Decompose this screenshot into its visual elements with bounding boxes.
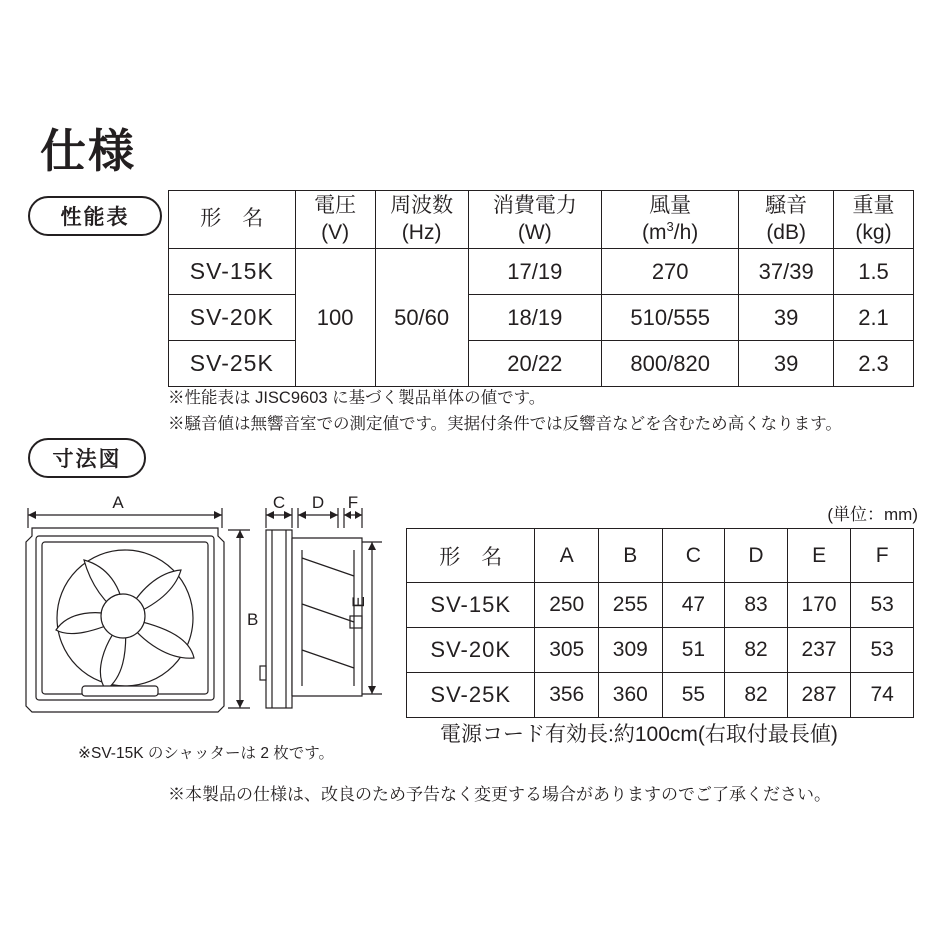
unit-label: (単位：mm)	[827, 505, 918, 524]
page-title: 仕様	[40, 125, 136, 177]
cell-b: 255	[599, 583, 663, 628]
header-d: D	[725, 529, 788, 583]
cell-weight: 2.3	[834, 341, 914, 387]
cell-d: 82	[725, 673, 788, 718]
dimension-label-a: A	[112, 493, 124, 512]
cell-e: 287	[787, 673, 851, 718]
header-voltage-line1: 電圧	[314, 194, 357, 218]
cell-model: SV-25K	[407, 673, 535, 718]
section-label-dimension	[28, 438, 146, 478]
section-label-performance-text: 性能表	[60, 206, 130, 229]
header-c: C	[662, 529, 725, 583]
header-frequency	[375, 191, 468, 249]
table-header-row	[407, 529, 914, 583]
power-cord-note: 電源コード有効長:約100cm(右取付最長値)	[440, 723, 838, 746]
cell-model: SV-15K	[169, 249, 296, 295]
header-airflow-line2: $(m^3/h)$	[642, 219, 699, 244]
header-frequency-line1: 周波数	[390, 194, 454, 218]
dimension-drawing	[10, 480, 410, 740]
section-label-dimension-text: 寸法図	[52, 448, 122, 471]
performance-table	[168, 190, 914, 387]
cell-f: 74	[851, 673, 914, 718]
cell-c: 51	[662, 628, 725, 673]
cell-c: 55	[662, 673, 725, 718]
header-e: E	[787, 529, 851, 583]
cell-weight: 2.1	[834, 295, 914, 341]
table-row	[169, 295, 914, 341]
cell-power: 18/19	[468, 295, 601, 341]
performance-note-1: ※性能表は JISC9603 に基づく製品単体の値です。	[168, 389, 546, 407]
cell-f: 53	[851, 583, 914, 628]
header-model	[169, 191, 296, 249]
header-weight-line2: (kg)	[855, 220, 892, 244]
dimension-table	[406, 528, 914, 718]
shutter-note: ※SV-15K のシャッターは 2 枚です。	[78, 745, 335, 762]
cell-weight: 1.5	[834, 249, 914, 295]
table-row	[169, 341, 914, 387]
header-b: B	[599, 529, 663, 583]
cell-airflow: 800/820	[602, 341, 739, 387]
header-power	[468, 191, 601, 249]
cell-f: 53	[851, 628, 914, 673]
dimension-label-b: B	[247, 610, 259, 629]
header-a: A	[535, 529, 599, 583]
cell-d: 83	[725, 583, 788, 628]
section-label-performance	[28, 196, 162, 236]
dimension-label-c: C	[272, 493, 286, 512]
header-weight-line1: 重量	[852, 194, 895, 218]
cell-a: 305	[535, 628, 599, 673]
header-weight	[834, 191, 914, 249]
dimension-label-d: D	[311, 493, 325, 512]
table-row	[169, 249, 914, 295]
header-airflow-line1: 風量	[649, 193, 692, 217]
table-row	[407, 628, 914, 673]
cell-e: 237	[787, 628, 851, 673]
dimension-label-f: F	[347, 493, 359, 512]
cell-c: 47	[662, 583, 725, 628]
cell-noise: 39	[739, 295, 834, 341]
header-frequency-line2: (Hz)	[401, 220, 442, 244]
dimension-label-e: E	[349, 596, 368, 608]
bottom-disclaimer-note: ※本製品の仕様は、改良のため予告なく変更する場合がありますのでご了承ください。	[168, 785, 831, 804]
header-noise	[739, 191, 834, 249]
cell-noise: 39	[739, 341, 834, 387]
performance-note-2: ※騒音値は無響音室での測定値です。実据付条件では反響音などを含むため高くなります。	[168, 414, 842, 433]
header-f: F	[851, 529, 914, 583]
cell-airflow: 510/555	[602, 295, 739, 341]
table-row	[407, 673, 914, 718]
table-header-row	[169, 191, 914, 249]
cell-model: SV-25K	[169, 341, 296, 387]
header-power-line2: (W)	[517, 220, 552, 244]
table-row	[407, 583, 914, 628]
cell-a: 356	[535, 673, 599, 718]
header-airflow	[602, 191, 739, 249]
cell-power: 20/22	[468, 341, 601, 387]
cell-model: SV-15K	[407, 583, 535, 628]
cell-airflow: 270	[602, 249, 739, 295]
cell-model: SV-20K	[407, 628, 535, 673]
header-model-line1: 形 名	[200, 207, 264, 231]
cell-model: SV-20K	[169, 295, 296, 341]
cell-noise: 37/39	[739, 249, 834, 295]
cell-power: 17/19	[468, 249, 601, 295]
header-power-line1: 消費電力	[492, 194, 577, 218]
header-model: 形 名	[407, 529, 535, 583]
performance-notes	[168, 386, 842, 437]
header-voltage-line2: (V)	[321, 220, 350, 244]
header-noise-line1: 騒音	[765, 194, 808, 218]
cell-e: 170	[787, 583, 851, 628]
cell-d: 82	[725, 628, 788, 673]
cell-a: 250	[535, 583, 599, 628]
cell-frequency: 50/60	[375, 249, 468, 387]
cell-voltage: 100	[295, 249, 375, 387]
header-noise-line2: (dB)	[766, 220, 806, 244]
cell-b: 309	[599, 628, 663, 673]
header-voltage	[295, 191, 375, 249]
cell-b: 360	[599, 673, 663, 718]
